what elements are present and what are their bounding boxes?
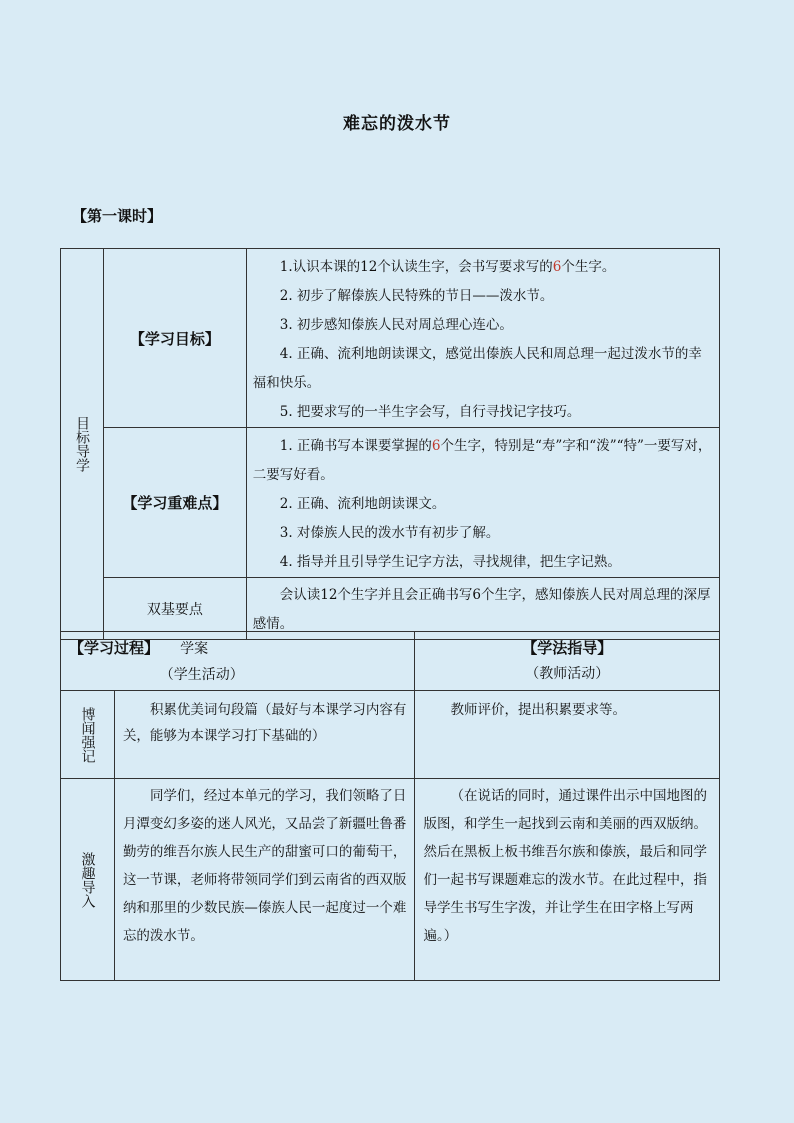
goals-table <box>60 248 720 640</box>
process-sub1: 学案 <box>180 641 209 657</box>
method-label: 【学法指导】 <box>522 639 613 657</box>
row-left-text: 积累优美词句段篇（最好与本课学习内容有关，能够为本课学习打下基础的） <box>122 702 407 744</box>
section-label: 目标导学 <box>73 416 90 472</box>
goals-label-cell <box>103 249 246 428</box>
basics-label: 双基要点 <box>146 601 203 618</box>
row-left-cell <box>114 779 415 981</box>
row-side-cell <box>61 779 115 981</box>
goal-item: 1.认识本课的12个认读生字，会书写要求写的6个生字。 <box>279 259 616 275</box>
basics-text: 会认读12个生字并且会正确书写6个生字，感知傣族人民对周总理的深厚感情。 <box>252 587 711 632</box>
goal-item: 2. 初步了解傣族人民特殊的节日——泼水节。 <box>279 288 554 304</box>
difficulty-item: 4. 指导并且引导学生记字方法，寻找规律，把生字记熟。 <box>279 554 621 570</box>
difficulties-label: 【学习重难点】 <box>122 494 228 512</box>
process-left-header <box>61 632 415 691</box>
goal-item: 3. 初步感知傣族人民对周总理心连心。 <box>279 317 513 333</box>
row-side-label: 博闻强记 <box>79 706 96 763</box>
row-left-text: 同学们，经过本单元的学习，我们领略了日月潭变幻多姿的迷人风光，又品尝了新疆吐鲁番勤劳的维吾尔族人民生产的甜蜜可口的葡萄干，这一节课，老师将带领同学们到云南省的西双版纳和那里的少数民族—傣族人民一起度过一个难忘的泼水节。 <box>122 788 407 944</box>
goal-item: 5. 把要求写的一半生字会写，自行寻找记字技巧。 <box>279 404 581 420</box>
row-right-text: 教师评价，提出积累要求等。 <box>450 702 626 718</box>
section-label-cell <box>61 249 104 640</box>
difficulty-item: 2. 正确、流利地朗读课文。 <box>279 496 446 512</box>
lesson-heading: 【第一课时】 <box>72 207 163 225</box>
goal-item: 4. 正确、流利地朗读课文，感觉出傣族人民和周总理一起过泼水节的幸福和快乐。 <box>252 346 702 391</box>
row-left-cell <box>114 691 415 779</box>
difficulties-label-cell <box>103 428 246 578</box>
process-label: 【学习过程】 <box>69 639 160 657</box>
row-side-cell <box>61 691 115 779</box>
difficulties-content <box>246 428 719 578</box>
process-sub2: （学生活动） <box>159 667 244 683</box>
goals-label: 【学习目标】 <box>129 329 220 348</box>
goals-content <box>246 249 719 428</box>
row-right-cell <box>415 691 720 779</box>
page-title: 难忘的泼水节 <box>343 114 451 134</box>
difficulty-item: 1. 正确书写本课要掌握的6个生字，特别是“寿”字和“泼”“特”一要写对，二要写好看。 <box>252 438 712 483</box>
process-right-header <box>415 632 720 691</box>
method-sub: （教师活动） <box>525 666 610 682</box>
row-right-text: （在说话的同时，通过课件出示中国地图的版图，和学生一起找到云南和美丽的西双版纳。然后在黑板上板书维吾尔族和傣族，最后和同学们一起书写课题难忘的泼水节。在此过程中，指导学生书写生字泼，并让学生在田字格上写两遍。） <box>423 788 707 944</box>
process-table <box>60 631 720 981</box>
difficulty-item: 3. 对傣族人民的泼水节有初步了解。 <box>279 525 500 541</box>
row-right-cell <box>415 779 720 981</box>
row-side-label: 激趣导入 <box>79 851 96 908</box>
